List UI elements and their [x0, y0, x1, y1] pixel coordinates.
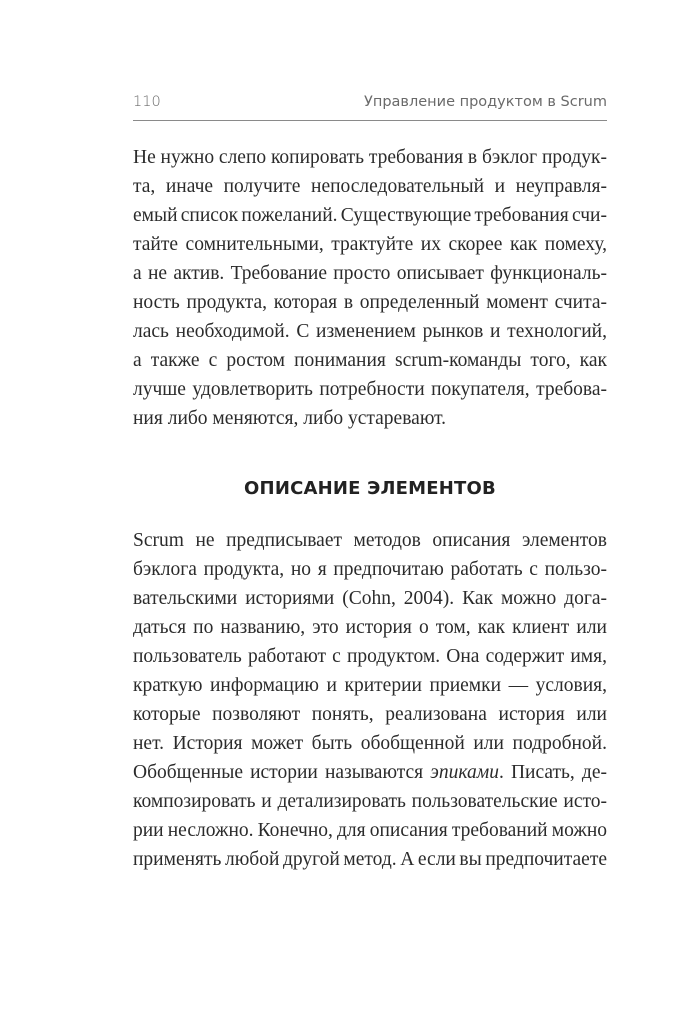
page-number: 110 [133, 94, 161, 110]
paragraph-1 [133, 143, 607, 433]
text-line: даться по названию, это история о том, как клиент или [133, 617, 607, 638]
text-line: рии несложно. Конечно, для описания требований можно [133, 820, 607, 841]
text-segment: . Писать, де- [498, 762, 607, 783]
running-title: Управление продуктом в Scrum [364, 94, 607, 110]
text-line: ность продукта, которая в определенный момент счита- [133, 292, 607, 313]
text-line: лась необходимой. С изменением рынков и технологий, [133, 321, 607, 342]
text-line: краткую информацию и критерии приемки — условия, [133, 675, 607, 696]
running-header [133, 92, 607, 118]
text-line: которые позволяют понять, реализована история или [133, 704, 607, 725]
italic-term: эпиками [430, 762, 499, 783]
section-heading: ОПИСАНИЕ ЭЛЕМЕНТОВ [244, 478, 496, 499]
text-line: Scrum не предписывает методов описания элементов [133, 530, 607, 551]
text-line: бэклога продукта, но я предпочитаю работать с пользо- [133, 559, 607, 580]
header-rule [133, 120, 607, 121]
text-line: а не актив. Требование просто описывает функциональ- [133, 263, 607, 284]
text-line: нет. История может быть обобщенной или подробной. [133, 733, 607, 754]
text-line: та, иначе получите непоследовательный и неуправля- [133, 176, 607, 197]
text-line: а также с ростом понимания scrum-команды того, как [133, 350, 607, 371]
text-line: тайте сомнительными, трактуйте их скорее как помеху, [133, 234, 607, 255]
text-line: ния либо меняются, либо устаревают. [133, 408, 447, 429]
text-line: лучше удовлетворить потребности покупателя, требова- [133, 379, 607, 400]
text-line: композировать и детализировать пользовательские исто- [133, 791, 607, 812]
text-line: емый список пожеланий. Существующие требования счи- [133, 205, 607, 226]
text-line: применять любой другой метод. А если вы предпочитаете [133, 849, 607, 870]
text-segment: Обобщенные истории называются [133, 762, 431, 783]
text-line: пользователь работают с продуктом. Она содержит имя, [133, 646, 607, 667]
paragraph-2 [133, 526, 607, 874]
text-line [133, 758, 607, 787]
text-line: вательскими историями (Cohn, 2004). Как можно дога- [133, 588, 607, 609]
text-line: Не нужно слепо копировать требования в бэклог продук- [133, 147, 607, 168]
